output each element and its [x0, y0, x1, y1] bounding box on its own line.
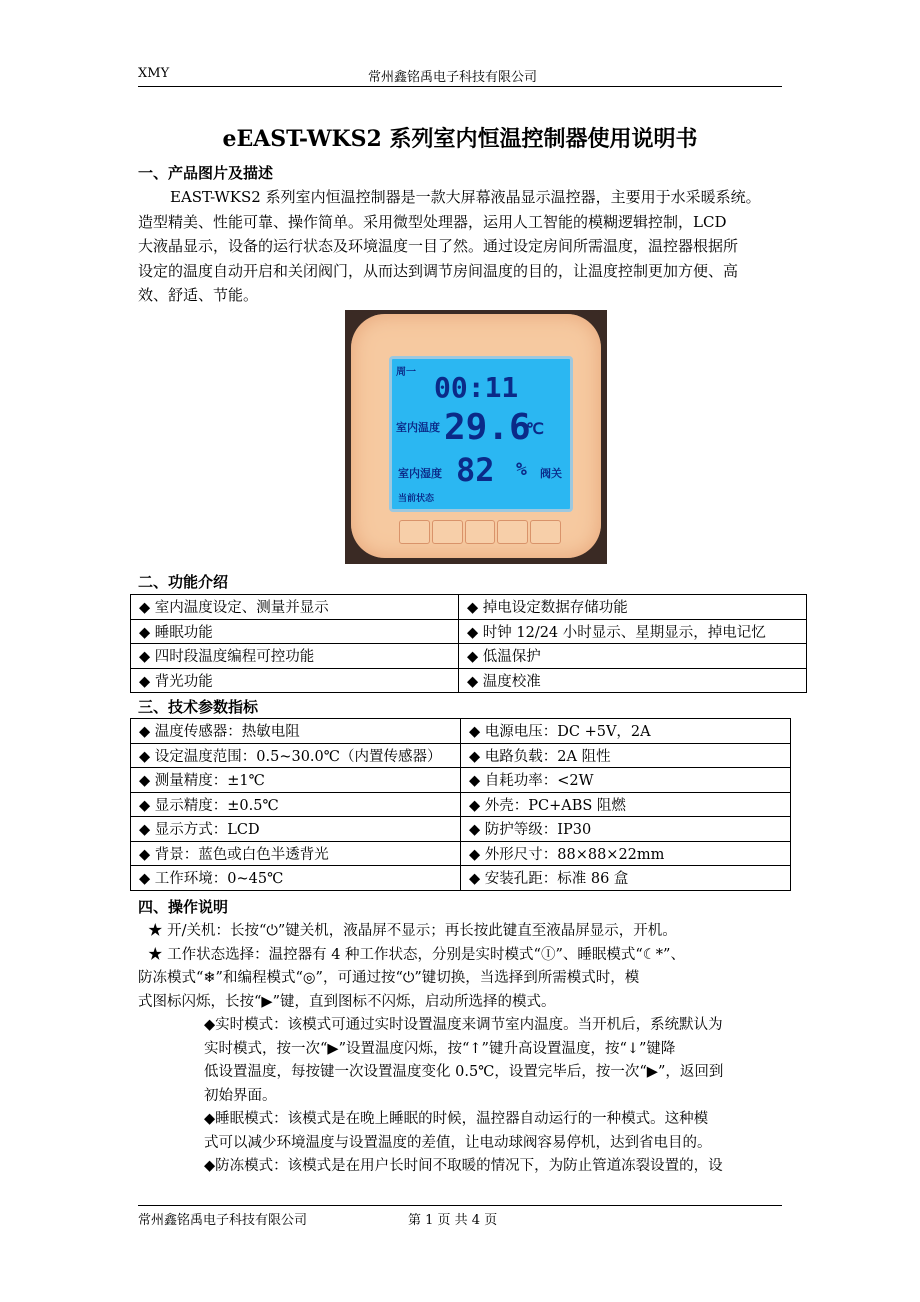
- table-row: [131, 866, 791, 891]
- keypad: [399, 520, 561, 544]
- product-photo: [345, 310, 607, 564]
- table-cell: ◆ 睡眠功能: [131, 619, 459, 644]
- table-row: [131, 719, 791, 744]
- lcd-status: 当前状态: [398, 494, 435, 504]
- keypad-button: [432, 520, 463, 544]
- table-cell: ◆ 显示精度：±0.5℃: [131, 792, 461, 817]
- lcd-hum-label: 室内湿度: [398, 467, 442, 480]
- para-line: 造型精美、性能可靠、操作简单。采用微型处理器，运用人工智能的模糊逻辑控制，LCD: [138, 212, 727, 231]
- table-cell: ◆ 显示方式：LCD: [131, 817, 461, 842]
- page-header: [138, 64, 782, 87]
- instruction-line: ★ 开/关机：长按“⏻”键关机，液晶屏不显示；再长按此键直至液晶屏显示，开机。: [148, 923, 677, 939]
- instruction-line: 实时模式，按一次“▶”设置温度闪烁，按“↑”键升高设置温度，按“↓”键降: [204, 1040, 676, 1057]
- table-cell: ◆ 外壳：PC+ABS 阻燃: [461, 792, 791, 817]
- lcd-hum-unit: %: [516, 459, 527, 480]
- table-cell: ◆ 掉电设定数据存储功能: [459, 595, 807, 620]
- table-cell: ◆ 电路负载：2A 阻性: [461, 743, 791, 768]
- table-cell: ◆ 电源电压：DC +5V，2A: [461, 719, 791, 744]
- document-title: eEAST-WKS2 系列室内恒温控制器使用说明书: [222, 126, 698, 152]
- table-row: [131, 668, 807, 693]
- spec-table: [130, 718, 791, 891]
- table-cell: ◆ 温度传感器：热敏电阻: [131, 719, 461, 744]
- instruction-line: ◆防冻模式：该模式是在用户长时间不取暖的情况下，为防止管道冻裂设置的，设: [204, 1158, 723, 1174]
- lcd-temp-unit: ℃: [526, 419, 544, 438]
- section1-paragraph: [138, 185, 788, 308]
- table-row: [131, 841, 791, 866]
- table-row: [131, 817, 791, 842]
- table-cell: ◆ 时钟 12/24 小时显示、星期显示，掉电记忆: [459, 619, 807, 644]
- lcd-screen: [389, 356, 573, 512]
- table-cell: ◆ 背光功能: [131, 668, 459, 693]
- instruction-line: 低设置温度，每按键一次设置温度变化 0.5℃，设置完毕后，按一次“▶”，返回到: [204, 1064, 724, 1080]
- instruction-line: ◆实时模式：该模式可通过实时设置温度来调节室内温度。当开机后，系统默认为: [204, 1017, 723, 1033]
- table-row: [131, 595, 807, 620]
- table-cell: ◆ 背景：蓝色或白色半透背光: [131, 841, 461, 866]
- lcd-hum: 82: [456, 451, 495, 489]
- lcd-temp-label: 室内温度: [396, 421, 440, 434]
- table-cell: ◆ 四时段温度编程可控功能: [131, 644, 459, 669]
- instruction-line: 防冻模式“❄”和编程模式“◎”，可通过按“⏻”键切换，当选择到所需模式时，模: [138, 970, 640, 986]
- table-cell: ◆ 温度校准: [459, 668, 807, 693]
- lcd-temp: 29.6: [444, 407, 531, 448]
- para-line: 效、舒适、节能。: [138, 286, 259, 304]
- header-company: 常州鑫铭禹电子科技有限公司: [368, 70, 538, 85]
- table-row: [131, 743, 791, 768]
- operation-instructions: [138, 920, 798, 1179]
- instruction-line: 初始界面。: [204, 1087, 277, 1104]
- table-cell: ◆ 低温保护: [459, 644, 807, 669]
- table-cell: ◆ 工作环境：0~45℃: [131, 866, 461, 891]
- table-cell: ◆ 设定温度范围：0.5~30.0℃（内置传感器）: [131, 743, 461, 768]
- table-cell: ◆ 自耗功率：<2W: [461, 768, 791, 793]
- instruction-line: 式图标闪烁，长按“▶”键，直到图标不闪烁，启动所选择的模式。: [138, 993, 556, 1010]
- section1-heading: 一、产品图片及描述: [138, 164, 274, 182]
- table-cell: ◆ 室内温度设定、测量并显示: [131, 595, 459, 620]
- para-line: 设定的温度自动开启和关闭阀门，从而达到调节房间温度的目的，让温度控制更加方便、高: [138, 261, 739, 280]
- footer-company: 常州鑫铭禹电子科技有限公司: [138, 1213, 308, 1228]
- table-cell: ◆ 安装孔距：标准 86 盒: [461, 866, 791, 891]
- instruction-line: 式可以减少环境温度与设置温度的差值，让电动球阀容易停机，达到省电目的。: [204, 1134, 712, 1151]
- para-line: EAST-WKS2 系列室内恒温控制器是一款大屏幕液晶显示温控器，主要用于水采暖系统。: [170, 188, 761, 206]
- table-cell: ◆ 测量精度：±1℃: [131, 768, 461, 793]
- keypad-button: [497, 520, 528, 544]
- thermostat-case: [351, 314, 601, 558]
- table-row: [131, 644, 807, 669]
- para-line: 大液晶显示，设备的运行状态及环境温度一目了然。通过设定房间所需温度，温控器根据所: [138, 237, 739, 255]
- lcd-time: 00:11: [434, 371, 519, 404]
- table-row: [131, 768, 791, 793]
- lcd-valve: 阀关: [540, 467, 562, 480]
- keypad-button: [530, 520, 561, 544]
- page-footer: [138, 1205, 782, 1228]
- instruction-line: ◆睡眠模式：该模式是在晚上睡眠的时候，温控器自动运行的一种模式。这种模: [204, 1111, 709, 1127]
- section2-heading: 二、功能介绍: [138, 573, 229, 591]
- section4-heading: 四、操作说明: [138, 898, 229, 916]
- keypad-button: [399, 520, 430, 544]
- table-row: [131, 619, 807, 644]
- table-row: [131, 792, 791, 817]
- table-cell: ◆ 外形尺寸：88×88×22mm: [461, 841, 791, 866]
- table-cell: ◆ 防护等级：IP30: [461, 817, 791, 842]
- header-left: XMY: [138, 66, 170, 81]
- section3-heading: 三、技术参数指标: [138, 698, 259, 716]
- lcd-weekday: 周一: [396, 367, 416, 378]
- keypad-button: [465, 520, 496, 544]
- instruction-line: ★ 工作状态选择：温控器有 4 种工作状态，分别是实时模式“Ⓘ”、睡眠模式“☾*”、: [148, 946, 685, 963]
- feature-table: [130, 594, 807, 693]
- page-number: 第 1 页 共 4 页: [408, 1213, 498, 1228]
